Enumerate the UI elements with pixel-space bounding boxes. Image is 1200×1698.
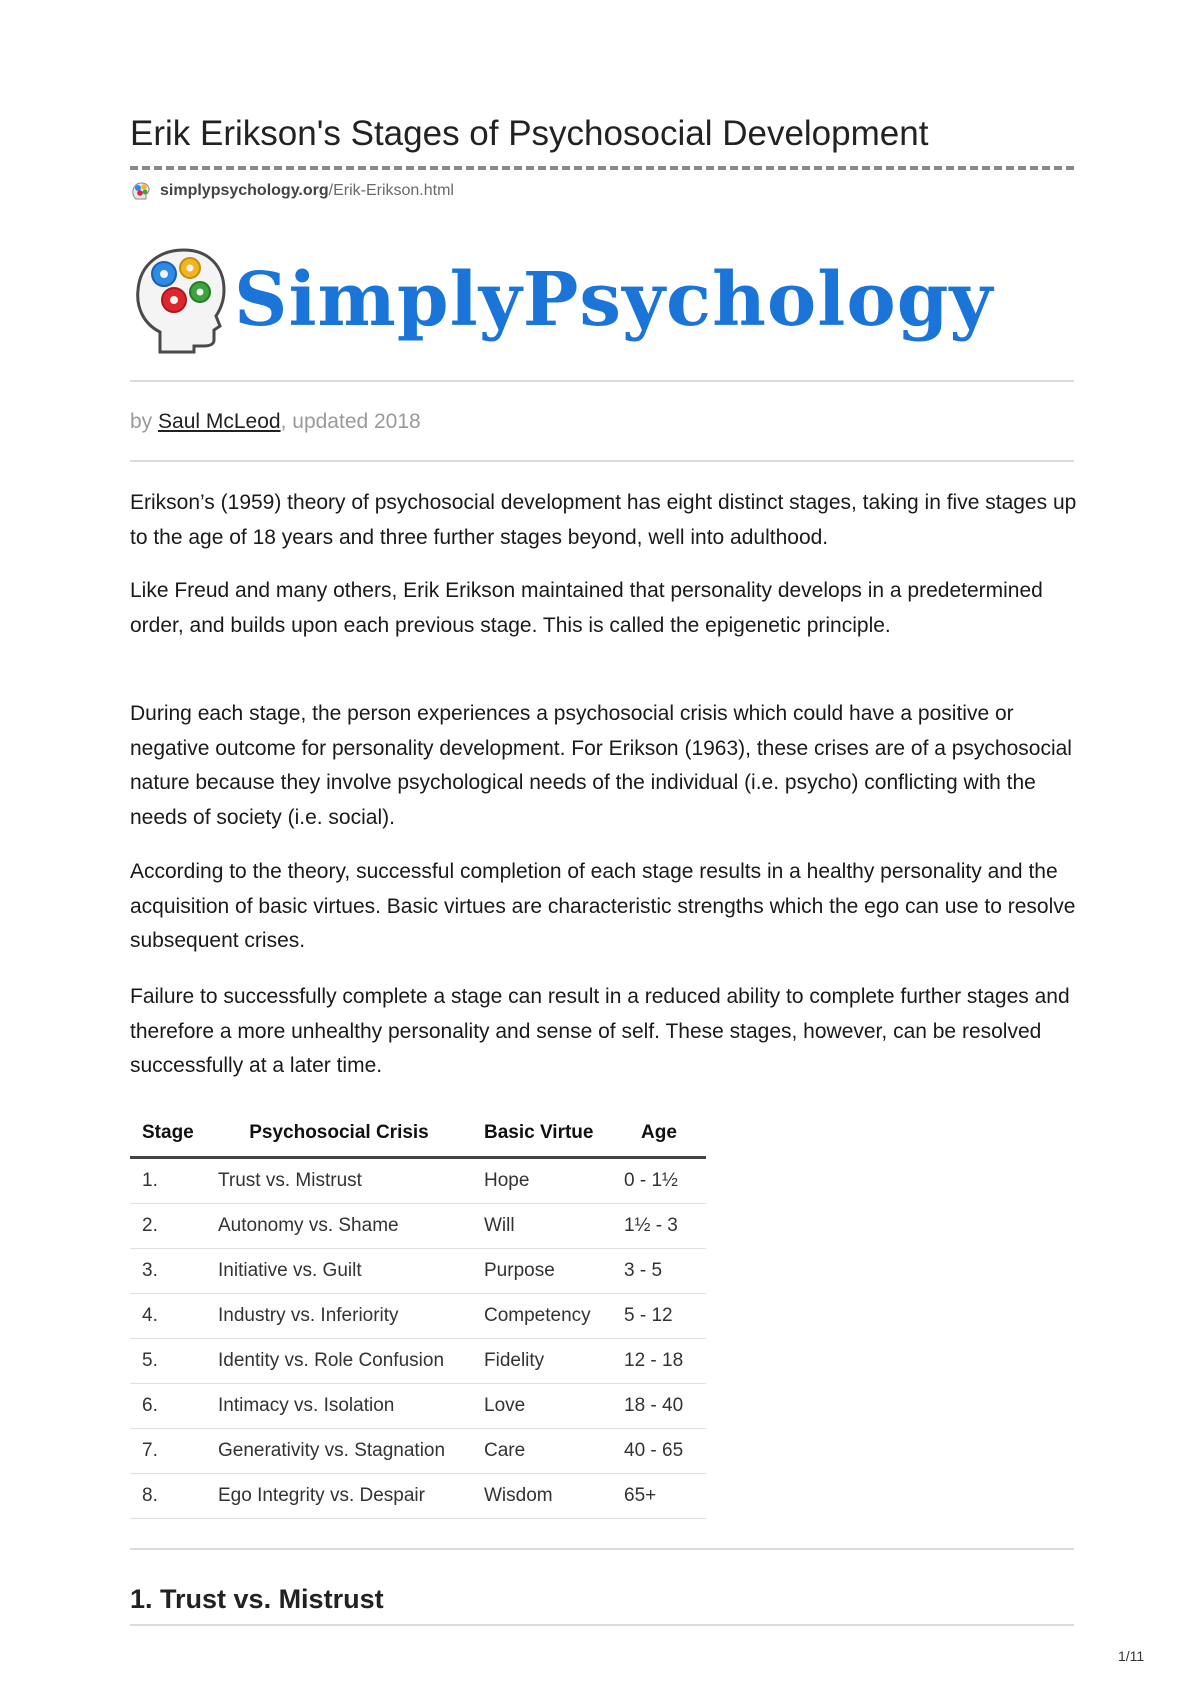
- cell-crisis: Identity vs. Role Confusion: [206, 1339, 472, 1384]
- brain-gears-icon: [130, 180, 152, 202]
- cell-crisis: Ego Integrity vs. Despair: [206, 1474, 472, 1519]
- cell-virtue: Will: [472, 1204, 612, 1249]
- cell-age: 18 - 40: [612, 1384, 706, 1429]
- cell-virtue: Competency: [472, 1294, 612, 1339]
- byline: [130, 410, 421, 434]
- paragraph-epigenetic: Like Freud and many others, Erik Erikson maintained that personality develops in a predetermined order, and builds upon each previous stage. This is called the epigenetic principle.: [130, 579, 1043, 637]
- cell-crisis: Initiative vs. Guilt: [206, 1249, 472, 1294]
- cell-age: 12 - 18: [612, 1339, 706, 1384]
- table-row: [130, 1474, 706, 1519]
- divider: [130, 1548, 1074, 1550]
- cell-virtue: Care: [472, 1429, 612, 1474]
- cell-crisis: Trust vs. Mistrust: [206, 1158, 472, 1204]
- table-row: [130, 1294, 706, 1339]
- cell-age: 0 - 1½: [612, 1158, 706, 1204]
- section-heading-trust: 1. Trust vs. Mistrust: [130, 1584, 384, 1614]
- cell-age: 65+: [612, 1474, 706, 1519]
- cell-age: 3 - 5: [612, 1249, 706, 1294]
- author-link[interactable]: Saul McLeod: [158, 410, 281, 433]
- paragraph-intro: Erikson’s (1959) theory of psychosocial development has eight distinct stages, taking in five stages up to the age of 18 years and three further stages beyond, well into adulthood.: [130, 491, 1077, 549]
- cell-stage: 1.: [130, 1158, 206, 1204]
- divider: [130, 380, 1074, 382]
- header-stage: Stage: [130, 1110, 206, 1158]
- cell-stage: 3.: [130, 1249, 206, 1294]
- source-site: simplypsychology.org: [160, 182, 329, 199]
- page-title: Erik Erikson's Stages of Psychosocial Development: [130, 114, 929, 153]
- cell-age: 5 - 12: [612, 1294, 706, 1339]
- stages-table: [130, 1110, 706, 1519]
- divider: [130, 1624, 1074, 1626]
- header-virtue: Basic Virtue: [472, 1110, 612, 1158]
- divider: [130, 460, 1074, 462]
- paragraph-virtues: According to the theory, successful completion of each stage results in a healthy personality and the acquisition of basic virtues. Basic virtues are characteristic strengths which the ego can use to resolve subsequent crises.: [130, 860, 1076, 952]
- cell-age: 1½ - 3: [612, 1204, 706, 1249]
- cell-crisis: Intimacy vs. Isolation: [206, 1384, 472, 1429]
- source-url[interactable]: [130, 180, 454, 202]
- cell-virtue: Wisdom: [472, 1474, 612, 1519]
- title-divider: [130, 166, 1074, 170]
- cell-stage: 4.: [130, 1294, 206, 1339]
- cell-virtue: Fidelity: [472, 1339, 612, 1384]
- cell-stage: 6.: [130, 1384, 206, 1429]
- cell-crisis: Autonomy vs. Shame: [206, 1204, 472, 1249]
- table-row: [130, 1384, 706, 1429]
- table-row: [130, 1249, 706, 1294]
- table-row: [130, 1339, 706, 1384]
- paragraph-failure: Failure to successfully complete a stage can result in a reduced ability to complete further stages and therefore a more unhealthy personality and sense of self. These stages, however, can be resolved successfully at a later time.: [130, 985, 1070, 1077]
- paragraph-crisis: During each stage, the person experiences a psychosocial crisis which could have a positive or negative outcome for personality development. For Erikson (1963), these crises are of a psychosocial nature because they involve psychological needs of the individual (i.e. psycho) conflicting with the needs of society (i.e. social).: [130, 702, 1072, 829]
- cell-virtue: Love: [472, 1384, 612, 1429]
- header-age: Age: [612, 1110, 706, 1158]
- cell-stage: 2.: [130, 1204, 206, 1249]
- cell-stage: 5.: [130, 1339, 206, 1384]
- byline-suffix: , updated 2018: [280, 410, 421, 433]
- page-number: 1/11: [1118, 1648, 1145, 1664]
- table-header-row: [130, 1110, 706, 1158]
- simplypsychology-logo: [130, 240, 1074, 360]
- cell-virtue: Purpose: [472, 1249, 612, 1294]
- logo-wordmark: SimplyPsychology: [234, 257, 994, 343]
- cell-virtue: Hope: [472, 1158, 612, 1204]
- head-with-gears-icon: [130, 244, 230, 356]
- table-row: [130, 1158, 706, 1204]
- cell-crisis: Generativity vs. Stagnation: [206, 1429, 472, 1474]
- cell-age: 40 - 65: [612, 1429, 706, 1474]
- table-row: [130, 1429, 706, 1474]
- table-row: [130, 1204, 706, 1249]
- header-crisis: Psychosocial Crisis: [206, 1110, 472, 1158]
- cell-stage: 7.: [130, 1429, 206, 1474]
- cell-crisis: Industry vs. Inferiority: [206, 1294, 472, 1339]
- cell-stage: 8.: [130, 1474, 206, 1519]
- byline-prefix: by: [130, 410, 159, 433]
- source-path: /Erik-Erikson.html: [328, 182, 454, 199]
